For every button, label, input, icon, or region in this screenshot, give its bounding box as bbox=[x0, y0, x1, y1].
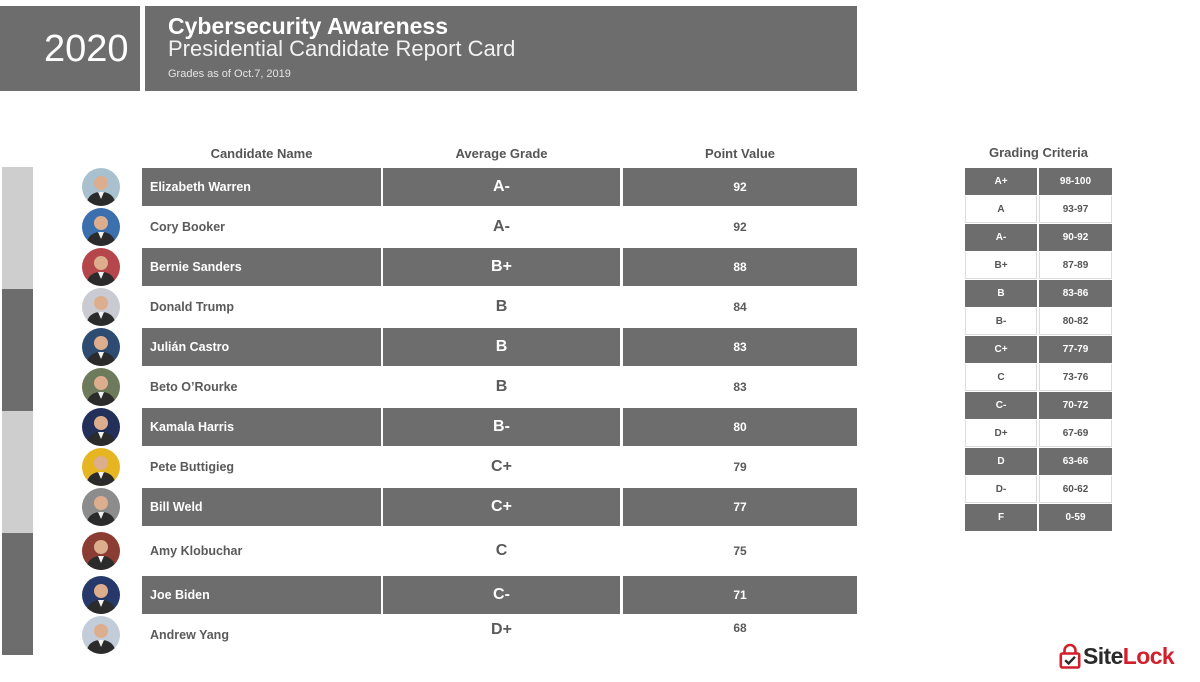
candidate-name: Elizabeth Warren bbox=[142, 168, 381, 206]
criteria-row bbox=[965, 419, 1112, 447]
criteria-range: 93-97 bbox=[1039, 196, 1112, 223]
person-photo-icon bbox=[82, 288, 120, 326]
person-photo-icon bbox=[82, 488, 120, 526]
table-row bbox=[0, 287, 858, 327]
criteria-row bbox=[965, 475, 1112, 503]
grading-criteria-table bbox=[965, 167, 1112, 531]
candidate-name: Andrew Yang bbox=[150, 628, 229, 642]
candidate-name: Julián Castro bbox=[142, 328, 381, 366]
table-row bbox=[0, 207, 858, 247]
table-row bbox=[0, 167, 858, 207]
grading-criteria-title: Grading Criteria bbox=[989, 145, 1088, 160]
table-row bbox=[0, 615, 858, 655]
average-grade: C+ bbox=[491, 458, 512, 475]
table-row bbox=[0, 327, 858, 367]
person-photo-icon bbox=[82, 368, 120, 406]
criteria-range: 0-59 bbox=[1039, 504, 1112, 531]
person-photo-icon bbox=[82, 328, 120, 366]
point-value: 92 bbox=[623, 168, 857, 206]
criteria-range: 77-79 bbox=[1039, 336, 1112, 363]
criteria-row bbox=[965, 335, 1112, 363]
criteria-grade: C bbox=[965, 364, 1037, 391]
avatar bbox=[82, 616, 120, 654]
criteria-row bbox=[965, 307, 1112, 335]
person-photo-icon bbox=[82, 248, 120, 286]
avatar bbox=[82, 288, 120, 326]
criteria-grade: C- bbox=[965, 392, 1037, 419]
criteria-grade: D- bbox=[965, 476, 1037, 503]
point-value: 84 bbox=[733, 300, 747, 314]
candidate-name: Joe Biden bbox=[142, 576, 381, 614]
criteria-row bbox=[965, 391, 1112, 419]
criteria-row bbox=[965, 363, 1112, 391]
criteria-grade: C+ bbox=[965, 336, 1037, 363]
criteria-range: 87-89 bbox=[1039, 252, 1112, 279]
padlock-check-icon bbox=[1059, 643, 1081, 669]
point-value: 79 bbox=[733, 460, 747, 474]
criteria-range: 60-62 bbox=[1039, 476, 1112, 503]
criteria-range: 83-86 bbox=[1039, 280, 1112, 307]
average-grade: C bbox=[495, 542, 508, 559]
person-photo-icon bbox=[82, 168, 120, 206]
table-row bbox=[0, 487, 858, 527]
point-value: 80 bbox=[623, 408, 857, 446]
table-row bbox=[0, 527, 858, 575]
criteria-row bbox=[965, 167, 1112, 195]
point-value: 92 bbox=[733, 220, 747, 234]
criteria-row bbox=[965, 279, 1112, 307]
average-grade: B+ bbox=[383, 248, 620, 286]
criteria-grade: B+ bbox=[965, 252, 1037, 279]
point-value: 83 bbox=[733, 380, 747, 394]
logo-text-site: Site bbox=[1083, 643, 1123, 669]
criteria-range: 67-69 bbox=[1039, 420, 1112, 447]
avatar bbox=[82, 532, 120, 570]
criteria-grade: B- bbox=[965, 308, 1037, 335]
point-value: 71 bbox=[623, 576, 857, 614]
point-value: 83 bbox=[623, 328, 857, 366]
title-banner bbox=[145, 6, 857, 91]
average-grade: B bbox=[495, 298, 508, 315]
column-header-point-value: Point Value bbox=[704, 146, 776, 161]
person-photo-icon bbox=[82, 448, 120, 486]
criteria-row bbox=[965, 251, 1112, 279]
report-subtitle: Presidential Candidate Report Card bbox=[168, 36, 516, 61]
candidate-name: Beto O’Rourke bbox=[150, 380, 238, 394]
person-photo-icon bbox=[82, 576, 120, 614]
criteria-grade: A- bbox=[965, 224, 1037, 251]
candidate-name: Donald Trump bbox=[150, 300, 235, 314]
avatar bbox=[82, 168, 120, 206]
logo-text-lock: Lock bbox=[1122, 643, 1175, 669]
average-grade: B- bbox=[383, 408, 620, 446]
point-value: 77 bbox=[623, 488, 857, 526]
table-row bbox=[0, 447, 858, 487]
report-title: Cybersecurity Awareness bbox=[168, 13, 448, 39]
criteria-range: 98-100 bbox=[1039, 168, 1112, 195]
avatar bbox=[82, 576, 120, 614]
avatar bbox=[82, 328, 120, 366]
person-photo-icon bbox=[82, 616, 120, 654]
person-photo-icon bbox=[82, 532, 120, 570]
point-value: 75 bbox=[733, 544, 747, 558]
candidate-name: Bill Weld bbox=[142, 488, 381, 526]
criteria-grade: A bbox=[965, 196, 1037, 223]
criteria-row bbox=[965, 447, 1112, 475]
average-grade: A- bbox=[383, 168, 620, 206]
avatar bbox=[82, 248, 120, 286]
criteria-range: 63-66 bbox=[1039, 448, 1112, 475]
column-header-average-grade: Average Grade bbox=[455, 146, 548, 161]
candidate-table bbox=[0, 167, 858, 655]
grades-date-note: Grades as of Oct.7, 2019 bbox=[168, 68, 291, 80]
person-photo-icon bbox=[82, 408, 120, 446]
candidate-name: Cory Booker bbox=[150, 220, 226, 234]
criteria-range: 90-92 bbox=[1039, 224, 1112, 251]
average-grade: C+ bbox=[383, 488, 620, 526]
table-row bbox=[0, 407, 858, 447]
candidate-name: Bernie Sanders bbox=[142, 248, 381, 286]
average-grade: B bbox=[383, 328, 620, 366]
avatar bbox=[82, 208, 120, 246]
year-label: 2020 bbox=[44, 28, 129, 70]
avatar bbox=[82, 408, 120, 446]
criteria-row bbox=[965, 195, 1112, 223]
table-row bbox=[0, 367, 858, 407]
average-grade: B bbox=[495, 378, 508, 395]
criteria-range: 70-72 bbox=[1039, 392, 1112, 419]
criteria-grade: F bbox=[965, 504, 1037, 531]
avatar bbox=[82, 368, 120, 406]
person-photo-icon bbox=[82, 208, 120, 246]
candidate-name: Kamala Harris bbox=[142, 408, 381, 446]
table-row bbox=[0, 575, 858, 615]
criteria-range: 80-82 bbox=[1039, 308, 1112, 335]
table-row bbox=[0, 247, 858, 287]
criteria-grade: A+ bbox=[965, 168, 1037, 195]
avatar bbox=[82, 448, 120, 486]
point-value: 88 bbox=[623, 248, 857, 286]
year-banner bbox=[0, 6, 140, 91]
criteria-grade: B bbox=[965, 280, 1037, 307]
average-grade: D+ bbox=[491, 621, 512, 638]
criteria-grade: D+ bbox=[965, 420, 1037, 447]
average-grade: C- bbox=[383, 576, 620, 614]
criteria-row bbox=[965, 503, 1112, 531]
column-header-candidate-name: Candidate Name bbox=[210, 146, 313, 161]
candidate-name: Amy Klobuchar bbox=[150, 544, 243, 558]
avatar bbox=[82, 488, 120, 526]
average-grade: A- bbox=[493, 218, 510, 235]
sitelock-logo bbox=[1059, 642, 1174, 670]
criteria-grade: D bbox=[965, 448, 1037, 475]
candidate-name: Pete Buttigieg bbox=[150, 460, 235, 474]
criteria-row bbox=[965, 223, 1112, 251]
criteria-range: 73-76 bbox=[1039, 364, 1112, 391]
point-value: 68 bbox=[733, 621, 747, 635]
